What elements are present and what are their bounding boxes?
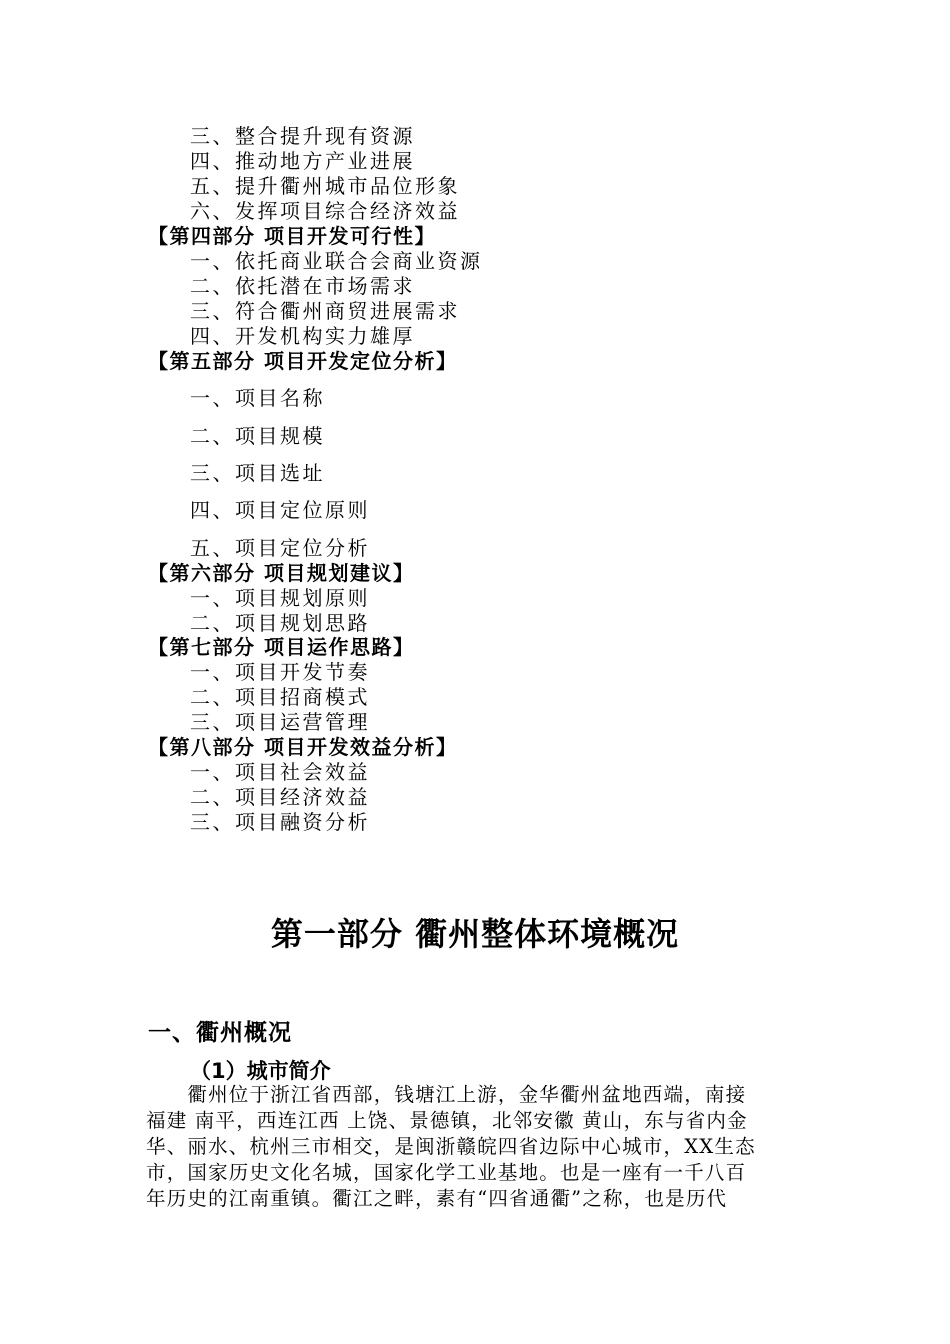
toc-item: 二、依托潜在市场需求 [190,274,415,298]
toc-item: 二、项目招商模式 [190,685,370,709]
paragraph-line: 市，国家历史文化名城，国家化学工业基地。也是一座有一千八百 [146,1161,747,1184]
toc-item: 一、依托商业联合会商业资源 [190,249,483,273]
body-paragraph [146,1082,806,1212]
toc-item: 三、项目融资分析 [190,810,370,834]
toc-item: 三、项目运营管理 [190,710,370,734]
toc-part-heading: 【第七部分 项目运作思路】 [148,635,415,659]
toc-item: 一、项目社会效益 [190,760,370,784]
subsection-title: （1）城市简介 [190,1059,331,1083]
section-title: 一、衢州概况 [148,1020,292,1046]
toc-item: 一、项目名称 [190,386,325,410]
toc-part-heading: 【第四部分 项目开发可行性】 [148,224,436,248]
toc-item: 三、项目选址 [190,461,325,485]
toc-part-heading: 【第八部分 项目开发效益分析】 [148,735,458,759]
toc-item: 四、项目定位原则 [190,498,370,522]
chapter-title: 第一部分 衢州整体环境概况 [270,915,680,953]
paragraph-line: 年历史的江南重镇。衢江之畔，素有“四省通衢”之称，也是历代 [146,1187,728,1210]
toc-item: 五、提升衢州城市品位形象 [190,174,460,198]
toc-item: 三、整合提升现有资源 [190,124,415,148]
toc-item: 四、开发机构实力雄厚 [190,324,415,348]
toc-item: 五、项目定位分析 [190,536,370,560]
toc-item: 二、项目规模 [190,424,325,448]
toc-item: 二、项目经济效益 [190,785,370,809]
toc-part-heading: 【第五部分 项目开发定位分析】 [148,349,458,373]
toc-item: 一、项目开发节奏 [190,660,370,684]
toc-part-heading: 【第六部分 项目规划建议】 [148,561,415,585]
paragraph-line: 华、丽水、杭州三市相交，是闽浙赣皖四省边际中心城市，XX生态 [146,1135,756,1158]
toc-item: 六、发挥项目综合经济效益 [190,199,460,223]
toc-item: 三、符合衢州商贸进展需求 [190,299,460,323]
toc-item: 一、项目规划原则 [190,586,370,610]
toc-item: 四、推动地方产业进展 [190,149,415,173]
paragraph-line: 衢州位于浙江省西部，钱塘江上游，金华衢州盆地西端，南接 [146,1083,747,1106]
toc-item: 二、项目规划思路 [190,611,370,635]
paragraph-line: 福建 南平，西连江西 上饶、景德镇，北邻安徽 黄山，东与省内金 [146,1109,748,1132]
